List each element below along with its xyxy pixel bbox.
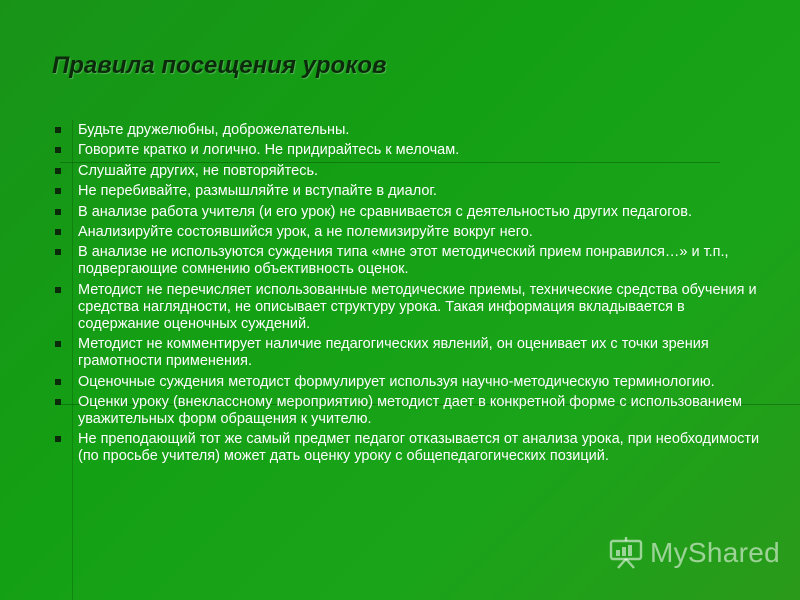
bullet-icon (55, 379, 61, 385)
rule-text: Методист не перечисляет использованные методические приемы, технические средства обучения и средства наглядности, не описывает структуру урока. Такая информация вкладывается в содержание оценочных суждений. (78, 281, 757, 332)
bullet-icon (55, 436, 61, 442)
rule-text: В анализе не используются суждения типа «мне этот методический прием понравился…» и т.п., подвергающие сомнению объективность оценок. (78, 244, 729, 278)
page-title: Правила посещения уроков (52, 52, 387, 79)
bullet-icon (55, 229, 61, 235)
list-item (52, 224, 762, 241)
rule-text: Не перебивайте, размышляйте и вступайте в диалог. (78, 183, 437, 200)
bullet-icon (55, 127, 61, 133)
bullet-icon (55, 341, 61, 347)
rule-text: Оценки уроку (внеклассному мероприятию) методист дает в конкретной форме с использованием уважительных форм обращения к учителю. (78, 393, 742, 427)
rule-text: Анализируйте состоявшийся урок, а не полемизируйте вокруг него. (78, 223, 533, 240)
list-item (52, 394, 762, 428)
bullet-icon (55, 188, 61, 194)
rule-text: Слушайте других, не повторяйтесь. (78, 162, 319, 179)
list-item (52, 163, 762, 180)
bullet-icon (55, 287, 61, 293)
rules-list (52, 122, 762, 469)
list-item (52, 431, 762, 465)
rule-text: Будьте дружелюбны, доброжелательны. (78, 122, 350, 138)
rule-text: Говорите кратко и логично. Не придирайтесь к мелочам. (78, 142, 460, 159)
bullet-icon (55, 147, 61, 153)
list-item (52, 142, 762, 159)
rule-text: Не преподающий тот же самый предмет педагог отказывается от анализа урока, при необходимости (по просьбе учителя) может дать оценку уроку с общепедагогических позиций. (78, 431, 760, 465)
list-item (52, 204, 762, 221)
bullet-icon (55, 399, 61, 405)
bullet-icon (55, 168, 61, 174)
presentation-board-icon (608, 536, 644, 570)
bullet-icon (55, 249, 61, 255)
rule-text: Методист не комментирует наличие педагогических явлений, он оценивает их с точки зрения грамотности применения. (78, 336, 709, 370)
rule-text: В анализе работа учителя (и его урок) не сравнивается с деятельностью других педагогов. (78, 203, 692, 220)
watermark-logo (608, 536, 780, 570)
list-item (52, 336, 762, 370)
list-item (52, 374, 762, 391)
bullet-icon (55, 209, 61, 215)
list-item (52, 244, 762, 278)
list-item (52, 282, 762, 333)
watermark-text: MyShared (650, 537, 781, 568)
list-item (52, 122, 762, 139)
list-item (52, 183, 762, 200)
rule-text: Оценочные суждения методист формулирует используя научно-методическую терминологию. (78, 373, 715, 390)
